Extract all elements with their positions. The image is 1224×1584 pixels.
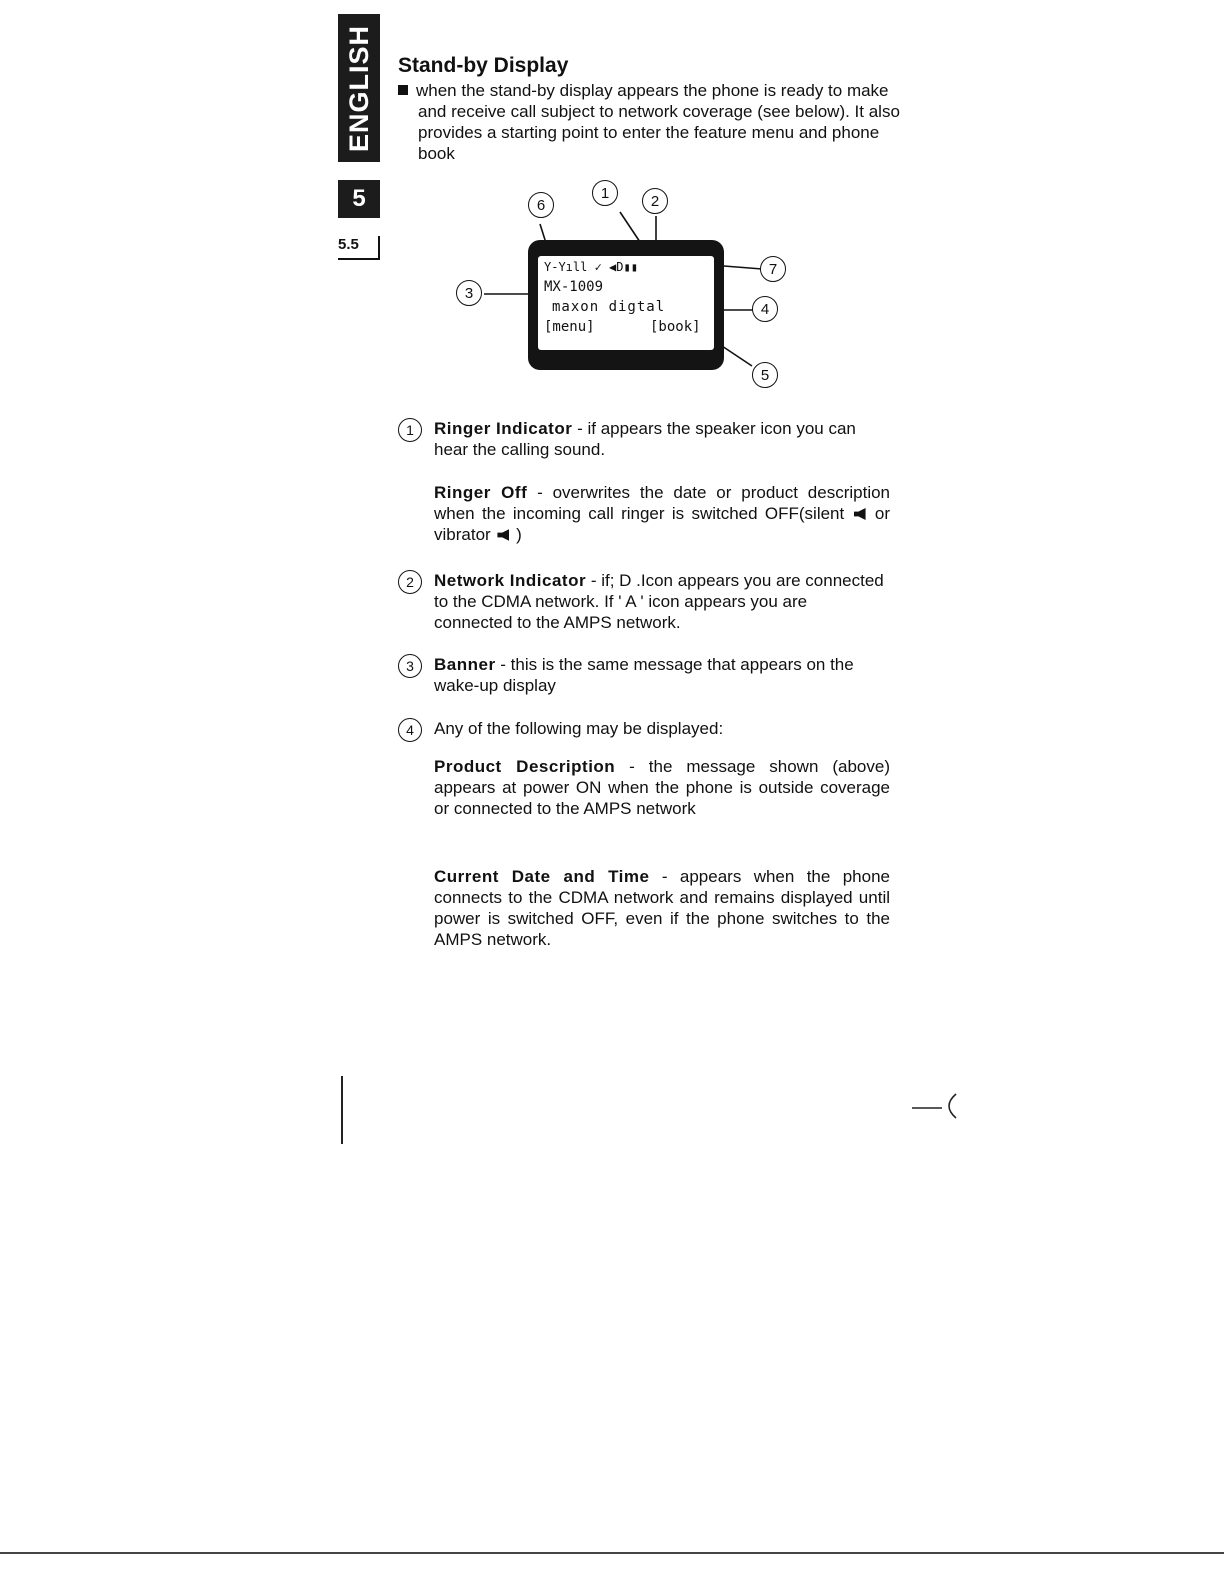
crop-mark-icon — [912, 1092, 958, 1120]
silent-speaker-icon — [854, 508, 866, 520]
vibrator-speaker-icon — [497, 529, 509, 541]
description: Any of the following may be displayed: — [434, 719, 724, 738]
callout-2: 2 — [642, 188, 668, 214]
callout-4: 4 — [752, 296, 778, 322]
square-bullet-icon — [398, 85, 408, 95]
product-description-paragraph — [434, 756, 890, 819]
description: - if appears the speaker icon you can hear the calling sound. — [434, 419, 856, 459]
item-number: 4 — [398, 718, 422, 742]
description: - appears when the phone connects to the CDMA network and remains displayed until power is switched OFF, even if the phone switches to the AMPS network. — [434, 867, 890, 949]
callout-6: 6 — [528, 192, 554, 218]
description: - the message shown (above) appears at power ON when the phone is outside coverage or connected to the AMPS network — [434, 757, 891, 818]
item-banner — [398, 654, 890, 696]
ringer-off-paragraph: Ringer Off - overwrites the date or product description when the incoming call ringer is switched OFF(silent or vibrator ) — [434, 483, 891, 544]
page-bottom-rule — [0, 1552, 1224, 1554]
description: - this is the same message that appears on the wake-up display — [434, 655, 854, 695]
phone-lcd-bezel — [528, 240, 724, 370]
callout-7: 7 — [760, 256, 786, 282]
intro-text: when the stand-by display appears the phone is ready to make and receive call subject to network coverage (see below). It also provides a starting point to enter the feature menu and phone book — [416, 81, 900, 163]
term: Banner — [434, 655, 496, 674]
term: Product Description — [434, 757, 616, 776]
chapter-number: 5 — [338, 180, 380, 218]
lcd-softkey-right: [book] — [650, 319, 701, 335]
description: - if; D .Icon appears you are connected to the CDMA network. If ' A ' icon appears you are connected to the AMPS network. — [434, 571, 884, 632]
lcd-softkey-left: [menu] — [544, 319, 595, 335]
term: Ringer Off — [434, 483, 528, 502]
callout-3: 3 — [456, 280, 482, 306]
standby-display-diagram — [448, 176, 788, 396]
current-date-time-paragraph — [434, 866, 890, 950]
item-number: 1 — [398, 418, 422, 442]
page-title: Stand-by Display — [398, 54, 569, 77]
language-tab — [338, 14, 380, 162]
callout-5: 5 — [752, 362, 778, 388]
item-number: 2 — [398, 570, 422, 594]
language-label: ENGLISH — [343, 24, 374, 152]
callout-1: 1 — [592, 180, 618, 206]
term: Ringer Indicator — [434, 419, 573, 438]
margin-rule — [341, 1076, 343, 1144]
lcd-banner-line: MX-1009 — [544, 279, 604, 295]
item-number: 3 — [398, 654, 422, 678]
section-number: 5.5 — [338, 236, 380, 260]
term: Network Indicator — [434, 571, 587, 590]
status-icons-row: Y-Yıll ✓ ◀D▮▮ — [544, 260, 638, 274]
item-any-of-following — [398, 718, 890, 739]
term: Current Date and Time — [434, 867, 650, 886]
item-ringer-indicator — [398, 418, 890, 460]
intro-paragraph — [398, 80, 908, 164]
lcd-description-line: maxon digtal — [552, 299, 666, 315]
phone-lcd-screen — [538, 256, 714, 350]
item-network-indicator — [398, 570, 890, 633]
